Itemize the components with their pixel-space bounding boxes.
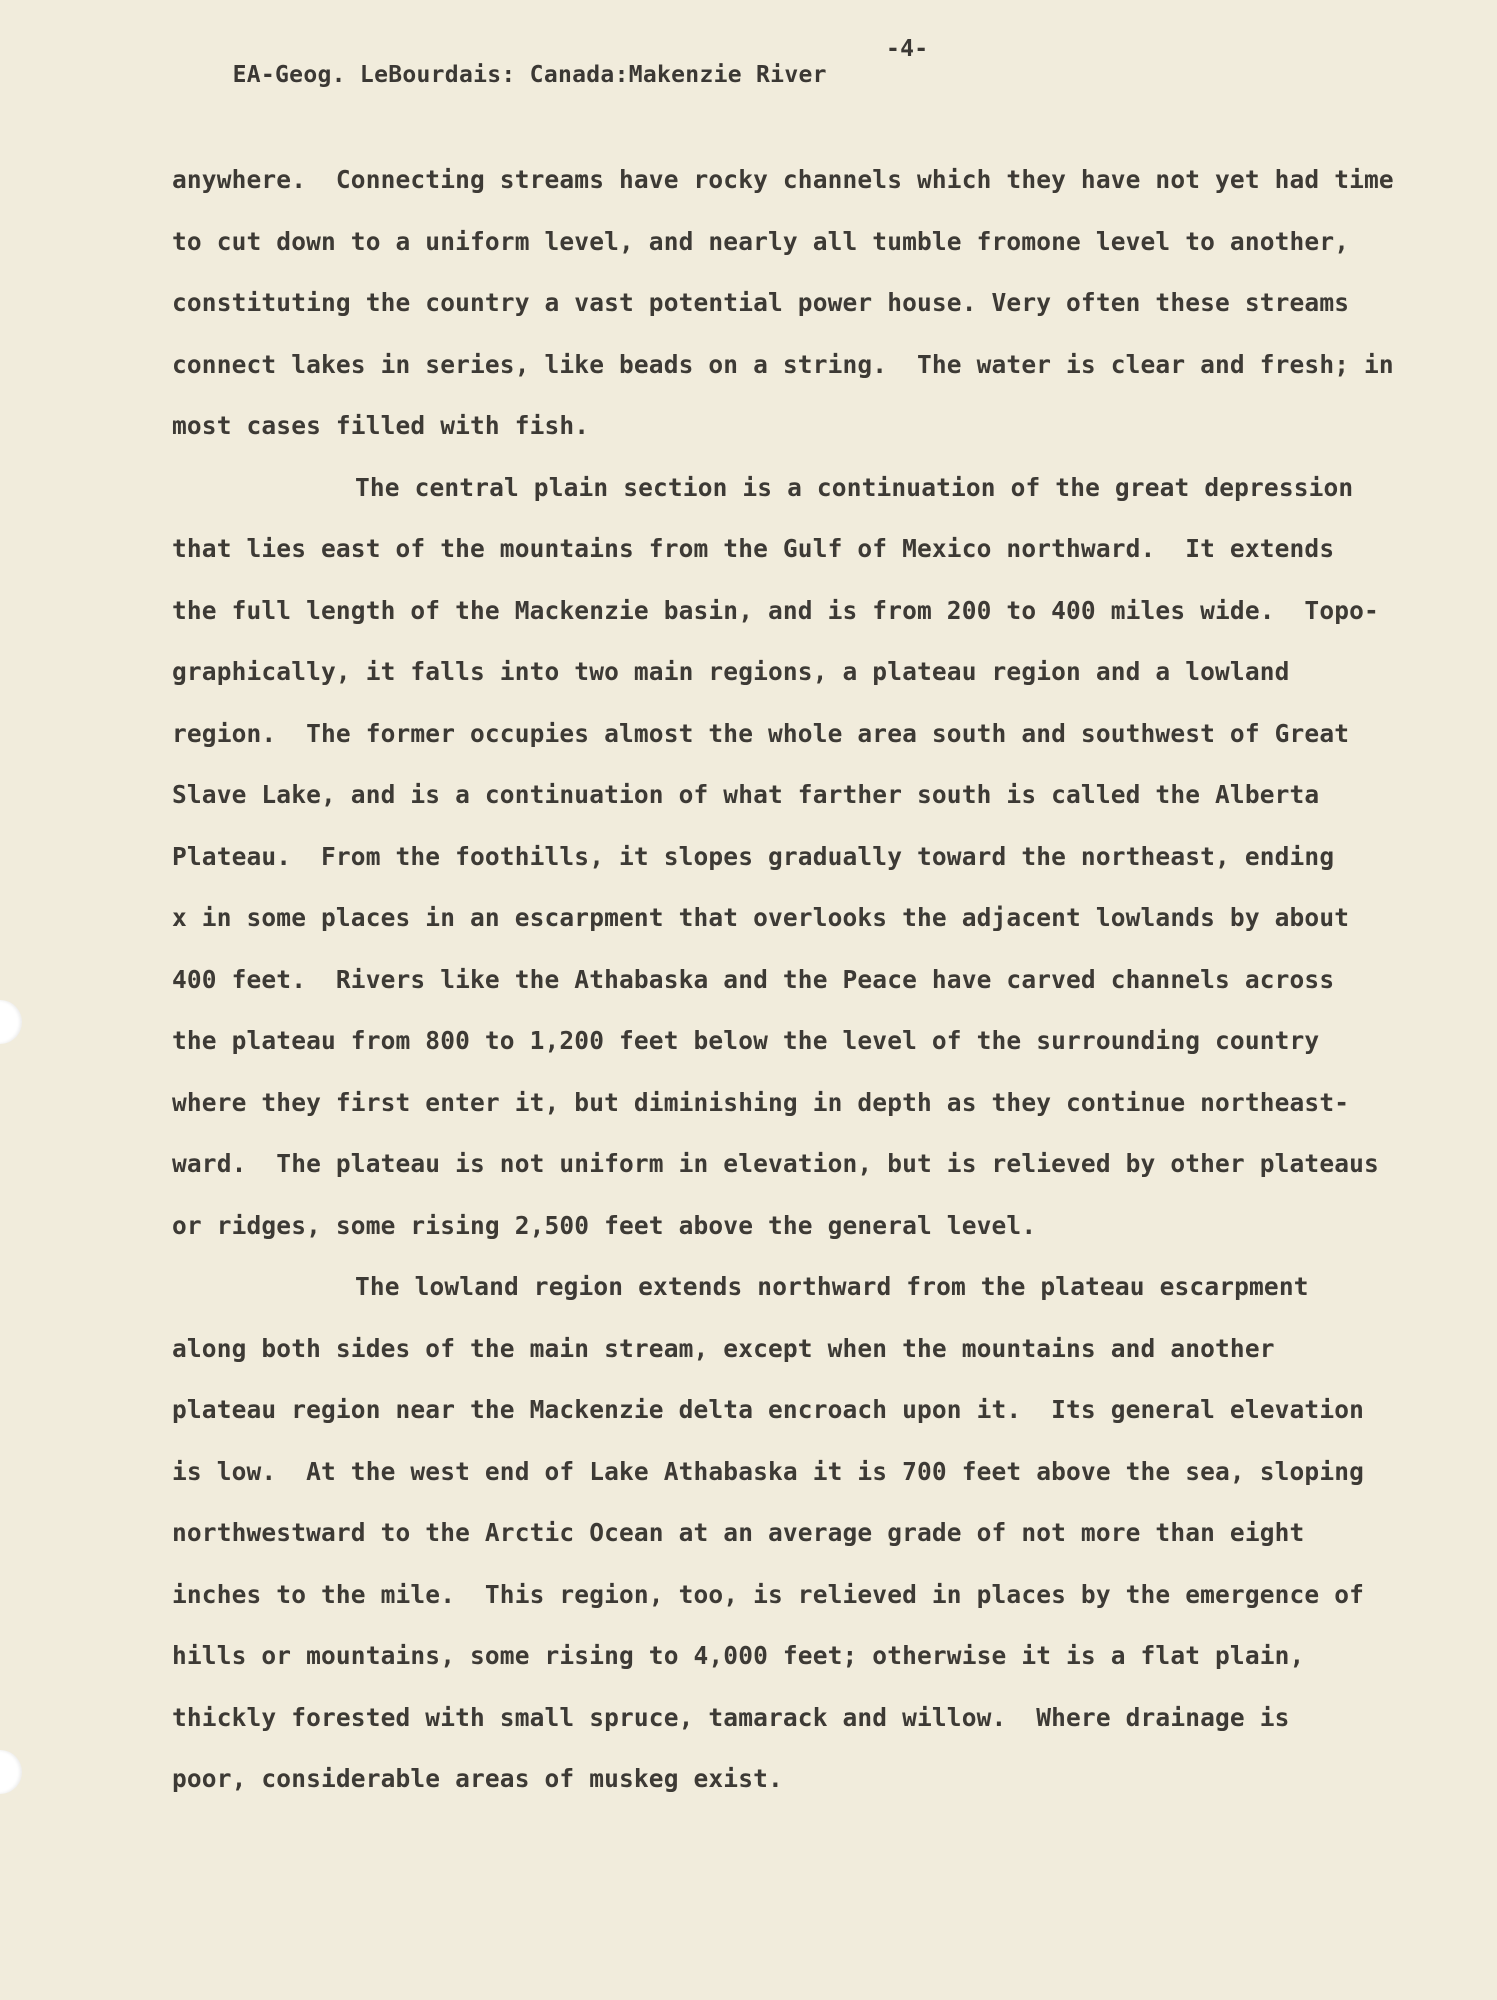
text-line: along both sides of the main stream, except when the mountains and another bbox=[172, 1333, 1275, 1363]
text-line: thickly forested with small spruce, tamarack and willow. Where drainage is bbox=[172, 1702, 1290, 1732]
text-line: ward. The plateau is not uniform in elevation, but is relieved by other plateaus bbox=[172, 1149, 1379, 1178]
text-line: region. The former occupies almost the whole area south and southwest of Great bbox=[172, 718, 1350, 748]
punch-hole bbox=[0, 1750, 22, 1794]
text-line: hills or mountains, some rising to 4,000 feet; otherwise it is a flat plain, bbox=[172, 1641, 1305, 1670]
paragraph bbox=[172, 468, 1432, 1268]
page-header bbox=[176, 36, 1376, 140]
text-line: connect lakes in series, like beads on a string. The water is clear and fresh; in bbox=[172, 349, 1394, 379]
text-line: or ridges, some rising 2,500 feet above the general level. bbox=[172, 1210, 1037, 1240]
text-line: The lowland region extends northward from the plateau escarpment bbox=[355, 1272, 1309, 1301]
text-line: x in some places in an escarpment that overlooks the adjacent lowlands by about bbox=[172, 903, 1350, 932]
text-line: 400 feet. Rivers like the Athabaska and the Peace have carved channels across bbox=[172, 964, 1335, 994]
text-line: graphically, it falls into two main regions, a plateau region and a lowland bbox=[172, 657, 1290, 686]
text-line: The central plain section is a continuation of the great depression bbox=[355, 472, 1354, 502]
text-line: Plateau. From the foothills, it slopes gradually toward the northeast, ending bbox=[172, 841, 1335, 871]
paragraph bbox=[172, 160, 1432, 468]
header-title: EA-Geog. LeBourdais: Canada:Makenzie River bbox=[232, 62, 827, 88]
text-line: constituting the country a vast potential power house. Very often these streams bbox=[172, 288, 1350, 317]
text-line: northwestward to the Arctic Ocean at an average grade of not more than eight bbox=[172, 1518, 1305, 1547]
text-line: plateau region near the Mackenzie delta encroach upon it. Its general elevation bbox=[172, 1395, 1365, 1424]
text-line: most cases filled with fish. bbox=[172, 411, 590, 440]
document-body bbox=[172, 160, 1432, 1821]
paragraph bbox=[172, 1267, 1432, 1821]
text-line: poor, considerable areas of muskeg exist. bbox=[172, 1764, 783, 1793]
text-line: is low. At the west end of Lake Athabaska it is 700 feet above the sea, sloping bbox=[172, 1456, 1365, 1486]
text-line: Slave Lake, and is a continuation of what farther south is called the Alberta bbox=[172, 780, 1320, 809]
text-line: the full length of the Mackenzie basin, and is from 200 to 400 miles wide. Topo- bbox=[172, 595, 1379, 625]
page-number: -4- bbox=[886, 36, 929, 62]
text-line: to cut down to a uniform level, and nearly all tumble fromone level to another, bbox=[172, 226, 1350, 256]
text-line: the plateau from 800 to 1,200 feet below the level of the surrounding country bbox=[172, 1026, 1320, 1055]
text-line: inches to the mile. This region, too, is relieved in places by the emergence of bbox=[172, 1579, 1365, 1609]
text-line: that lies east of the mountains from the Gulf of Mexico northward. It extends bbox=[172, 534, 1335, 563]
punch-hole bbox=[0, 1000, 22, 1044]
text-line: where they first enter it, but diminishing in depth as they continue northeast- bbox=[172, 1087, 1350, 1117]
text-line: anywhere. Connecting streams have rocky channels which they have not yet had time bbox=[172, 165, 1394, 194]
